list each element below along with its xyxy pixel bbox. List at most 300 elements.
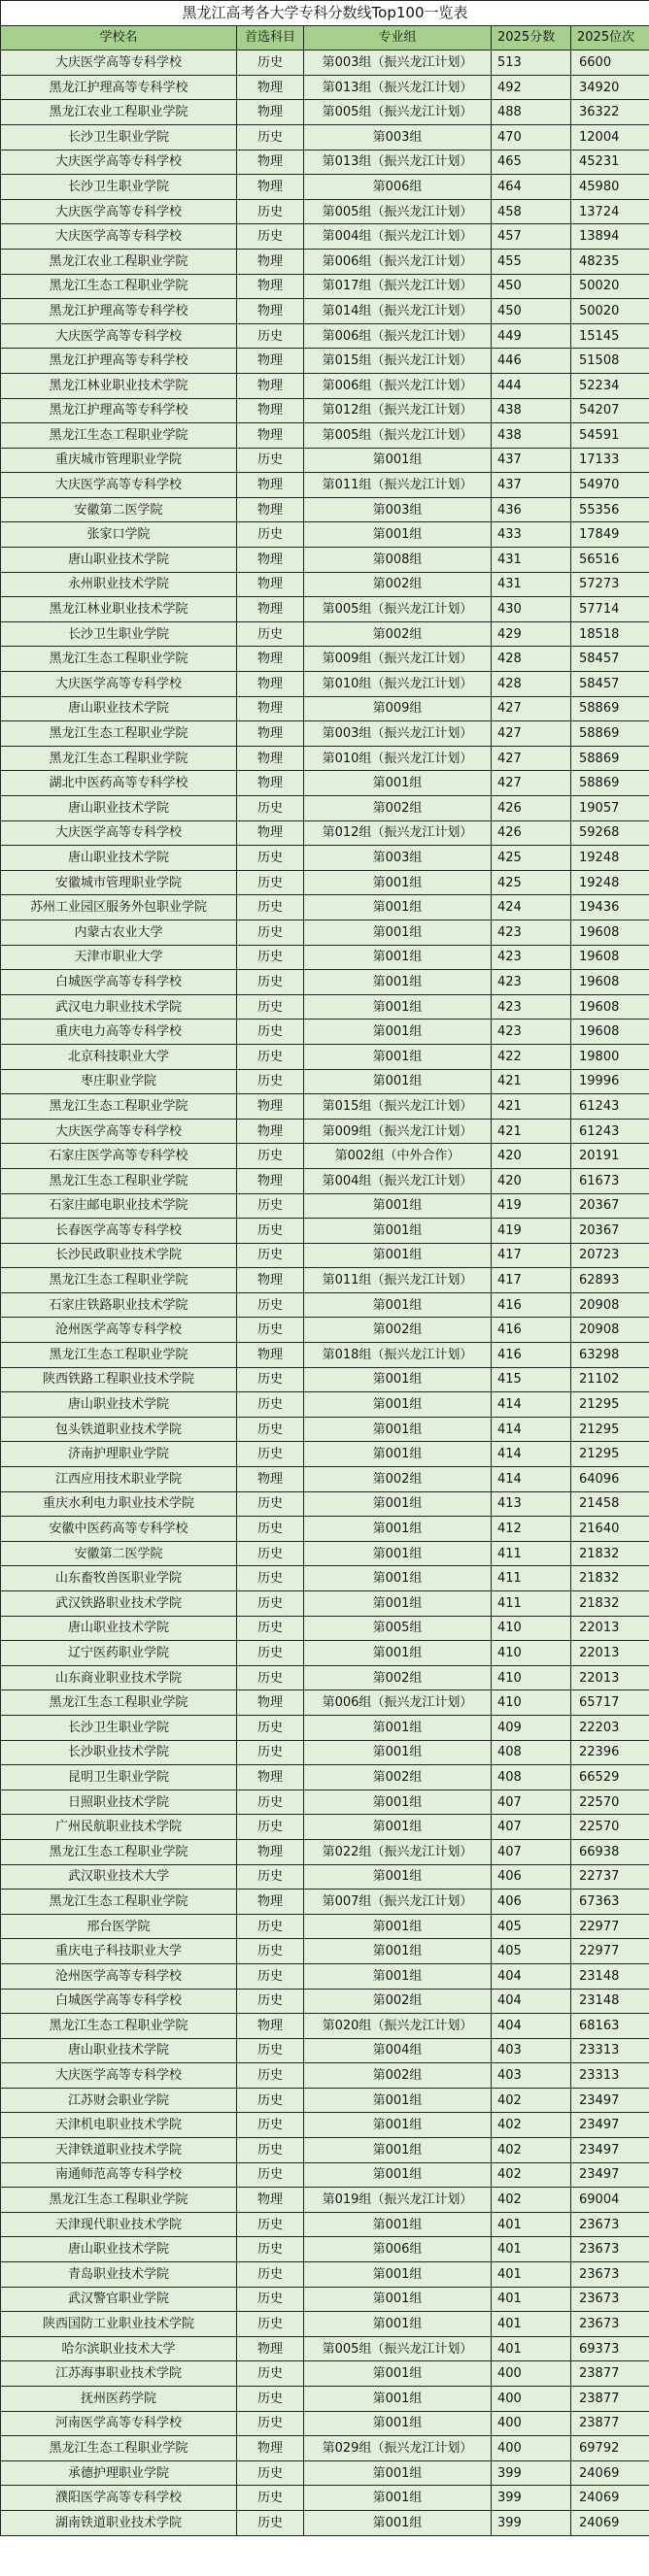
major-group-cell: 第002组 <box>304 1989 492 2014</box>
major-group-cell: 第001组 <box>304 1790 492 1815</box>
school-cell: 湖南铁道职业技术学院 <box>1 2510 237 2535</box>
school-cell: 长沙卫生职业学院 <box>1 175 237 200</box>
school-cell: 唐山职业技术学院 <box>1 796 237 821</box>
score-cell: 409 <box>492 1715 571 1740</box>
score-cell: 421 <box>492 1069 571 1094</box>
subject-cell: 历史 <box>237 2361 304 2387</box>
major-group-cell: 第008组 <box>304 548 492 573</box>
school-cell: 唐山职业技术学院 <box>1 2038 237 2063</box>
major-group-cell: 第005组（振兴龙江计划） <box>304 597 492 622</box>
score-cell: 437 <box>492 448 571 473</box>
score-cell: 423 <box>492 1020 571 1045</box>
subject-cell: 历史 <box>237 1616 304 1641</box>
score-cell: 446 <box>492 349 571 374</box>
major-group-cell: 第015组（振兴龙江计划） <box>304 349 492 374</box>
subject-cell: 物理 <box>237 2336 304 2361</box>
score-cell: 438 <box>492 398 571 423</box>
major-group-cell: 第001组 <box>304 1491 492 1517</box>
table-row <box>1 2113 649 2138</box>
school-cell: 黑龙江生态工程职业学院 <box>1 721 237 747</box>
school-cell: 黑龙江护理高等专科学校 <box>1 75 237 100</box>
rank-cell: 52234 <box>571 373 649 398</box>
subject-cell: 历史 <box>237 1939 304 1964</box>
school-cell: 黑龙江生态工程职业学院 <box>1 1343 237 1368</box>
subject-cell: 历史 <box>237 2510 304 2535</box>
rank-cell: 19057 <box>571 796 649 821</box>
table-row <box>1 1765 649 1790</box>
rank-cell: 21832 <box>571 1541 649 1566</box>
rank-cell: 22013 <box>571 1616 649 1641</box>
table-row <box>1 1989 649 2014</box>
major-group-cell: 第006组（振兴龙江计划） <box>304 249 492 274</box>
table-row <box>1 274 649 299</box>
school-cell: 白城医学高等专科学校 <box>1 1989 237 2014</box>
major-group-cell: 第001组 <box>304 1541 492 1566</box>
subject-cell: 历史 <box>237 1790 304 1815</box>
subject-cell: 历史 <box>237 1219 304 1244</box>
subject-cell: 历史 <box>237 124 304 150</box>
score-cell: 401 <box>492 2212 571 2237</box>
major-group-cell: 第001组 <box>304 970 492 995</box>
rank-cell: 58869 <box>571 696 649 721</box>
table-row <box>1 647 649 672</box>
score-cell: 437 <box>492 473 571 498</box>
school-cell: 沧州医学高等专科学校 <box>1 1318 237 1343</box>
rank-cell: 20191 <box>571 1144 649 1169</box>
subject-cell: 历史 <box>237 1989 304 2014</box>
score-cell: 405 <box>492 1939 571 1964</box>
score-cell: 412 <box>492 1517 571 1542</box>
rank-cell: 6600 <box>571 50 649 76</box>
score-cell: 400 <box>492 2361 571 2387</box>
rank-cell: 24069 <box>571 2460 649 2486</box>
school-cell: 武汉电力职业技术学院 <box>1 994 237 1020</box>
table-row <box>1 2336 649 2361</box>
major-group-cell: 第002组 <box>304 1467 492 1492</box>
rank-cell: 24069 <box>571 2486 649 2511</box>
rank-cell: 21102 <box>571 1367 649 1392</box>
major-group-cell: 第001组 <box>304 1566 492 1591</box>
rank-cell: 58457 <box>571 672 649 697</box>
school-cell: 黑龙江护理高等专科学校 <box>1 299 237 324</box>
major-group-cell: 第013组（振兴龙江计划） <box>304 150 492 175</box>
major-group-cell: 第012组（振兴龙江计划） <box>304 820 492 846</box>
table-row <box>1 473 649 498</box>
major-group-cell: 第001组 <box>304 1939 492 1964</box>
rank-cell: 19436 <box>571 895 649 920</box>
subject-cell: 历史 <box>237 1193 304 1219</box>
score-cell: 399 <box>492 2510 571 2535</box>
table-row <box>1 75 649 100</box>
school-cell: 石家庄铁路职业技术学院 <box>1 1292 237 1318</box>
rank-cell: 19608 <box>571 994 649 1020</box>
score-cell: 419 <box>492 1193 571 1219</box>
rank-cell: 63298 <box>571 1343 649 1368</box>
subject-cell: 历史 <box>237 2287 304 2312</box>
score-cell: 401 <box>492 2237 571 2262</box>
major-group-cell: 第019组（振兴龙江计划） <box>304 2188 492 2213</box>
rank-cell: 19608 <box>571 970 649 995</box>
major-group-cell: 第006组 <box>304 2237 492 2262</box>
table-row <box>1 2387 649 2412</box>
subject-cell: 历史 <box>237 448 304 473</box>
school-cell: 黑龙江生态工程职业学院 <box>1 2014 237 2039</box>
score-cell: 406 <box>492 1864 571 1890</box>
rank-cell: 23877 <box>571 2387 649 2412</box>
subject-cell: 历史 <box>237 1541 304 1566</box>
score-cell: 430 <box>492 597 571 622</box>
score-cell: 420 <box>492 1144 571 1169</box>
rank-cell: 19608 <box>571 920 649 945</box>
rank-cell: 58869 <box>571 721 649 747</box>
table-row <box>1 621 649 647</box>
subject-cell: 物理 <box>237 1119 304 1144</box>
major-group-cell: 第004组（振兴龙江计划） <box>304 224 492 250</box>
score-cell: 465 <box>492 150 571 175</box>
subject-cell: 历史 <box>237 1020 304 1045</box>
major-group-cell: 第001组 <box>304 1292 492 1318</box>
rank-cell: 67363 <box>571 1890 649 1915</box>
subject-cell: 物理 <box>237 1268 304 1293</box>
school-cell: 哈尔滨职业技术大学 <box>1 2336 237 2361</box>
header-rank: 2025位次 <box>571 25 649 50</box>
school-cell: 安徽第二医学院 <box>1 1541 237 1566</box>
major-group-cell: 第022组（振兴龙江计划） <box>304 1839 492 1864</box>
rank-cell: 21295 <box>571 1442 649 1467</box>
subject-cell: 历史 <box>237 1044 304 1069</box>
rank-cell: 61243 <box>571 1119 649 1144</box>
table-row <box>1 870 649 895</box>
rank-cell: 48235 <box>571 249 649 274</box>
score-cell: 425 <box>492 846 571 871</box>
score-cell: 426 <box>492 820 571 846</box>
table-row <box>1 1591 649 1617</box>
score-cell: 408 <box>492 1765 571 1790</box>
subject-cell: 物理 <box>237 721 304 747</box>
subject-cell: 物理 <box>237 274 304 299</box>
header-score: 2025分数 <box>492 25 571 50</box>
major-group-cell: 第005组（振兴龙江计划） <box>304 199 492 224</box>
major-group-cell: 第001组 <box>304 2162 492 2188</box>
score-cell: 429 <box>492 621 571 647</box>
school-cell: 大庆医学高等专科学校 <box>1 820 237 846</box>
major-group-cell: 第001组 <box>304 1442 492 1467</box>
rank-cell: 61673 <box>571 1168 649 1193</box>
table-row <box>1 1020 649 1045</box>
score-cell: 423 <box>492 920 571 945</box>
table-row <box>1 1541 649 1566</box>
table-row <box>1 1318 649 1343</box>
major-group-cell: 第005组（振兴龙江计划） <box>304 100 492 125</box>
rank-cell: 56516 <box>571 548 649 573</box>
rank-cell: 23673 <box>571 2262 649 2288</box>
score-cell: 420 <box>492 1168 571 1193</box>
major-group-cell: 第001组 <box>304 1243 492 1268</box>
school-cell: 大庆医学高等专科学校 <box>1 473 237 498</box>
major-group-cell: 第001组 <box>304 1044 492 1069</box>
major-group-cell: 第001组 <box>304 1591 492 1617</box>
table-row <box>1 1417 649 1442</box>
subject-cell: 历史 <box>237 1591 304 1617</box>
subject-cell: 历史 <box>237 2312 304 2337</box>
rank-cell: 19996 <box>571 1069 649 1094</box>
score-cell: 423 <box>492 970 571 995</box>
school-cell: 黑龙江生态工程职业学院 <box>1 1690 237 1716</box>
table-row <box>1 945 649 970</box>
score-cell: 455 <box>492 249 571 274</box>
rank-cell: 23877 <box>571 2411 649 2436</box>
school-cell: 唐山职业技术学院 <box>1 1392 237 1418</box>
score-cell: 444 <box>492 373 571 398</box>
table-row <box>1 249 649 274</box>
table-row <box>1 1168 649 1193</box>
score-cell: 400 <box>492 2411 571 2436</box>
rank-cell: 51508 <box>571 349 649 374</box>
subject-cell: 历史 <box>237 2063 304 2089</box>
subject-cell: 历史 <box>237 1367 304 1392</box>
rank-cell: 54970 <box>571 473 649 498</box>
subject-cell: 历史 <box>237 846 304 871</box>
table-row <box>1 1616 649 1641</box>
subject-cell: 历史 <box>237 224 304 250</box>
major-group-cell: 第003组 <box>304 124 492 150</box>
school-cell: 大庆医学高等专科学校 <box>1 1119 237 1144</box>
subject-cell: 历史 <box>237 2212 304 2237</box>
score-cell: 402 <box>492 2162 571 2188</box>
rank-cell: 22570 <box>571 1790 649 1815</box>
subject-cell: 历史 <box>237 1144 304 1169</box>
school-cell: 河南医学高等专科学校 <box>1 2411 237 2436</box>
subject-cell: 物理 <box>237 249 304 274</box>
table-row <box>1 1044 649 1069</box>
major-group-cell: 第001组 <box>304 2088 492 2113</box>
major-group-cell: 第001组 <box>304 771 492 796</box>
score-cell: 400 <box>492 2387 571 2412</box>
table-row <box>1 398 649 423</box>
major-group-cell: 第006组（振兴龙江计划） <box>304 323 492 349</box>
score-cell: 414 <box>492 1467 571 1492</box>
rank-cell: 50020 <box>571 274 649 299</box>
rank-cell: 15145 <box>571 323 649 349</box>
rank-cell: 57273 <box>571 572 649 597</box>
table-row <box>1 1665 649 1690</box>
rank-cell: 22203 <box>571 1715 649 1740</box>
score-cell: 416 <box>492 1343 571 1368</box>
major-group-cell: 第001组 <box>304 2113 492 2138</box>
subject-cell: 历史 <box>237 2486 304 2511</box>
major-group-cell: 第001组 <box>304 1367 492 1392</box>
major-group-cell: 第003组（振兴龙江计划） <box>304 721 492 747</box>
school-cell: 包头铁道职业技术学院 <box>1 1417 237 1442</box>
rank-cell: 66529 <box>571 1765 649 1790</box>
table-row <box>1 2162 649 2188</box>
header-row <box>1 25 649 50</box>
subject-cell: 物理 <box>237 349 304 374</box>
table-row <box>1 199 649 224</box>
subject-cell: 历史 <box>237 2262 304 2288</box>
score-cell: 438 <box>492 423 571 449</box>
table-row <box>1 796 649 821</box>
school-cell: 重庆水利电力职业技术学院 <box>1 1491 237 1517</box>
major-group-cell: 第002组 <box>304 621 492 647</box>
rank-cell: 21295 <box>571 1392 649 1418</box>
table-row <box>1 1094 649 1120</box>
rank-cell: 23497 <box>571 2162 649 2188</box>
table-row <box>1 373 649 398</box>
school-cell: 黑龙江生态工程职业学院 <box>1 274 237 299</box>
score-cell: 426 <box>492 796 571 821</box>
table-row <box>1 1815 649 1840</box>
subject-cell: 历史 <box>237 199 304 224</box>
major-group-cell: 第002组 <box>304 1765 492 1790</box>
score-cell: 399 <box>492 2460 571 2486</box>
score-cell: 408 <box>492 1740 571 1765</box>
subject-cell: 历史 <box>237 1864 304 1890</box>
major-group-cell: 第006组（振兴龙江计划） <box>304 373 492 398</box>
table-row <box>1 920 649 945</box>
rank-cell: 23497 <box>571 2113 649 2138</box>
table-row <box>1 349 649 374</box>
school-cell: 唐山职业技术学院 <box>1 548 237 573</box>
major-group-cell: 第017组（振兴龙江计划） <box>304 274 492 299</box>
table-row <box>1 1243 649 1268</box>
score-cell: 422 <box>492 1044 571 1069</box>
score-cell: 407 <box>492 1839 571 1864</box>
rank-cell: 23497 <box>571 2138 649 2163</box>
school-cell: 重庆城市管理职业学院 <box>1 448 237 473</box>
score-cell: 410 <box>492 1690 571 1716</box>
table-row <box>1 1193 649 1219</box>
major-group-cell: 第001组 <box>304 1963 492 1989</box>
rank-cell: 65717 <box>571 1690 649 1716</box>
rank-cell: 23148 <box>571 1989 649 2014</box>
table-row <box>1 1914 649 1939</box>
school-cell: 黑龙江农业工程职业学院 <box>1 249 237 274</box>
rank-cell: 23497 <box>571 2088 649 2113</box>
rank-cell: 54591 <box>571 423 649 449</box>
rank-cell: 69373 <box>571 2336 649 2361</box>
major-group-cell: 第001组 <box>304 1193 492 1219</box>
score-cell: 436 <box>492 497 571 522</box>
rank-cell: 23673 <box>571 2237 649 2262</box>
subject-cell: 历史 <box>237 1417 304 1442</box>
school-cell: 南通师范高等专科学校 <box>1 2162 237 2188</box>
subject-cell: 物理 <box>237 100 304 125</box>
table-row <box>1 597 649 622</box>
major-group-cell: 第001组 <box>304 1069 492 1094</box>
table-row <box>1 2014 649 2039</box>
table-row <box>1 1491 649 1517</box>
rank-cell: 36322 <box>571 100 649 125</box>
major-group-cell: 第003组 <box>304 846 492 871</box>
major-group-cell: 第002组 <box>304 1665 492 1690</box>
rank-cell: 62893 <box>571 1268 649 1293</box>
table-title: 黑龙江高考各大学专科分数线Top100一览表 <box>1 1 649 26</box>
school-cell: 广州民航职业技术学院 <box>1 1815 237 1840</box>
school-cell: 天津现代职业技术学院 <box>1 2212 237 2237</box>
subject-cell: 历史 <box>237 1318 304 1343</box>
school-cell: 濮阳医学高等专科学校 <box>1 2486 237 2511</box>
school-cell: 大庆医学高等专科学校 <box>1 323 237 349</box>
major-group-cell: 第001组 <box>304 2361 492 2387</box>
rank-cell: 13894 <box>571 224 649 250</box>
score-cell: 488 <box>492 100 571 125</box>
rank-cell: 21832 <box>571 1591 649 1617</box>
school-cell: 唐山职业技术学院 <box>1 846 237 871</box>
table-row <box>1 1890 649 1915</box>
table-row <box>1 2237 649 2262</box>
rank-cell: 69004 <box>571 2188 649 2213</box>
subject-cell: 历史 <box>237 1715 304 1740</box>
school-cell: 安徽城市管理职业学院 <box>1 870 237 895</box>
score-cell: 400 <box>492 2436 571 2461</box>
score-cell: 458 <box>492 199 571 224</box>
table-row <box>1 2486 649 2511</box>
rank-cell: 13724 <box>571 199 649 224</box>
rank-cell: 54207 <box>571 398 649 423</box>
major-group-cell: 第001组 <box>304 2138 492 2163</box>
table-row <box>1 895 649 920</box>
score-cell: 404 <box>492 2014 571 2039</box>
score-cell: 411 <box>492 1566 571 1591</box>
subject-cell: 物理 <box>237 572 304 597</box>
major-group-cell: 第001组 <box>304 1864 492 1890</box>
subject-cell: 物理 <box>237 1467 304 1492</box>
subject-cell: 物理 <box>237 1094 304 1120</box>
score-cell: 431 <box>492 572 571 597</box>
table-row <box>1 2510 649 2535</box>
subject-cell: 物理 <box>237 150 304 175</box>
subject-cell: 历史 <box>237 1665 304 1690</box>
school-cell: 石家庄医学高等专科学校 <box>1 1144 237 1169</box>
school-cell: 武汉职业技术大学 <box>1 1864 237 1890</box>
table-row <box>1 2088 649 2113</box>
score-cell: 404 <box>492 1989 571 2014</box>
table-row <box>1 1517 649 1542</box>
score-cell: 457 <box>492 224 571 250</box>
subject-cell: 历史 <box>237 2088 304 2113</box>
rank-cell: 69792 <box>571 2436 649 2461</box>
major-group-cell: 第001组 <box>304 1641 492 1666</box>
table-row <box>1 50 649 76</box>
major-group-cell: 第020组（振兴龙江计划） <box>304 2014 492 2039</box>
table-row <box>1 2312 649 2337</box>
school-cell: 大庆医学高等专科学校 <box>1 224 237 250</box>
table-row <box>1 572 649 597</box>
school-cell: 黑龙江生态工程职业学院 <box>1 1839 237 1864</box>
subject-cell: 物理 <box>237 373 304 398</box>
school-cell: 大庆医学高等专科学校 <box>1 672 237 697</box>
rank-cell: 23313 <box>571 2063 649 2089</box>
rank-cell: 21640 <box>571 1517 649 1542</box>
table-row <box>1 1864 649 1890</box>
subject-cell: 历史 <box>237 1069 304 1094</box>
subject-cell: 物理 <box>237 647 304 672</box>
school-cell: 唐山职业技术学院 <box>1 1616 237 1641</box>
rank-cell: 22396 <box>571 1740 649 1765</box>
score-cell: 414 <box>492 1392 571 1418</box>
major-group-cell: 第005组（振兴龙江计划） <box>304 423 492 449</box>
school-cell: 长沙卫生职业学院 <box>1 124 237 150</box>
table-row <box>1 1144 649 1169</box>
subject-cell: 历史 <box>237 1517 304 1542</box>
rank-cell: 66938 <box>571 1839 649 1864</box>
subject-cell: 物理 <box>237 672 304 697</box>
rank-cell: 23673 <box>571 2212 649 2237</box>
major-group-cell: 第018组（振兴龙江计划） <box>304 1343 492 1368</box>
subject-cell: 物理 <box>237 473 304 498</box>
rank-cell: 19248 <box>571 870 649 895</box>
